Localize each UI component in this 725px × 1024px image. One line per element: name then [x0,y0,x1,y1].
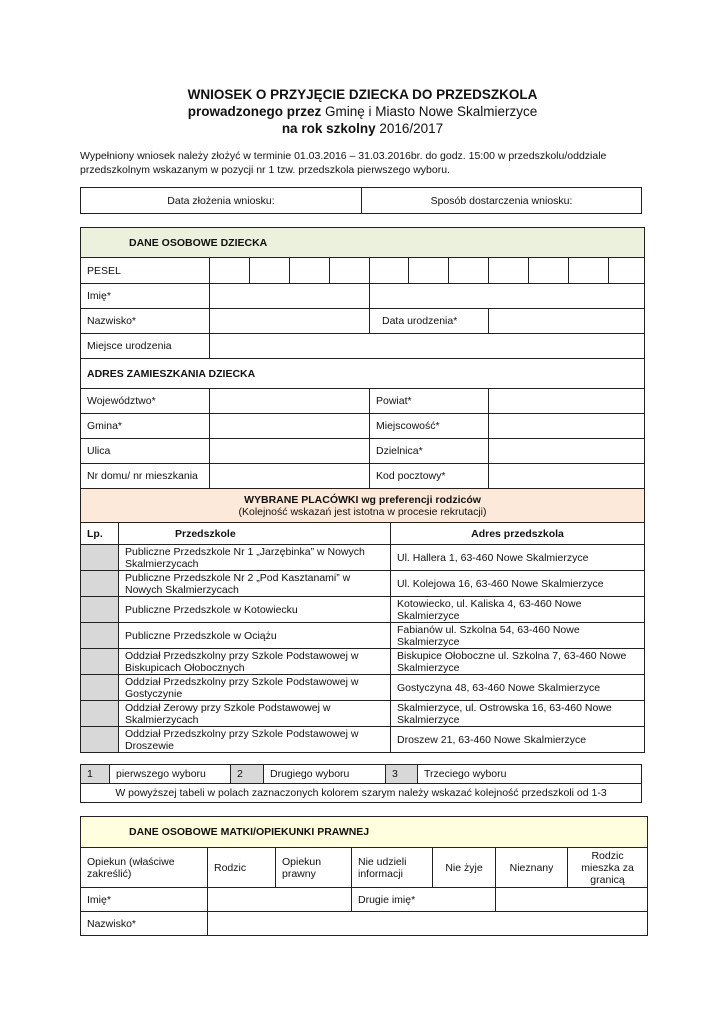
school-name: Oddział Zerowy przy Szkole Podstawowej w Skalmierzycach [119,701,391,727]
pesel-digit-11[interactable] [609,258,645,284]
commune-field[interactable] [210,414,370,439]
option-parent[interactable]: Rodzic [208,848,276,888]
mother-second-name-label: Drugie imię* [352,888,496,912]
option-legal-guardian[interactable]: Opiekun prawny [276,848,352,888]
child-data-table [80,227,645,489]
preferences-title: WYBRANE PLACÓWKI wg preferencji rodziców [244,493,481,506]
guardian-label: Opiekun (właściwe zakreślić) [81,848,208,888]
child-first-name-label: Imię* [81,284,210,309]
title-line1: WNIOSEK O PRZYJĘCIE DZIECKA DO PRZEDSZKOLA [187,87,538,102]
option-unknown[interactable]: Nieznany [496,848,568,888]
option-deceased[interactable]: Nie żyje [433,848,496,888]
commune-label: Gmina* [81,414,210,439]
preferences-table [80,488,645,753]
postal-code-field[interactable] [489,464,645,489]
child-first-name-field-2[interactable] [370,284,645,309]
col-school: Przedszkole [119,523,391,545]
child-first-name-field[interactable] [210,284,370,309]
voivodeship-field[interactable] [210,389,370,414]
school-name: Publiczne Przedszkole Nr 2 „Pod Kasztanami” w Nowych Skalmierzycach [119,571,391,597]
table-row [81,545,645,571]
postal-code-label: Kod pocztowy* [370,464,489,489]
pesel-digit-8[interactable] [489,258,529,284]
table-row [81,675,645,701]
address-section-title: ADRES ZAMIESZKANIA DZIECKA [81,359,645,389]
mother-second-name-field[interactable] [496,888,648,912]
order-cell-1[interactable] [81,545,119,571]
county-field[interactable] [489,389,645,414]
table-row [81,597,645,623]
birth-date-field[interactable] [489,309,645,334]
option-abroad[interactable]: Rodzic mieszka za granicą [568,848,648,888]
pesel-row [81,258,645,284]
pesel-digit-2[interactable] [250,258,290,284]
intro-text: Wypełniony wniosek należy złożyć w terminie 01.03.2016 – 31.03.2016br. do godz. 15:00 w przedszkolu/oddziale przedszkolnym wskazanym w pozycji nr 1 tzw. przedszkola pierwszego wyboru. [80,150,607,176]
pesel-digit-7[interactable] [449,258,489,284]
pesel-digit-5[interactable] [370,258,409,284]
subtitle-rest: Gminę i Miasto Nowe Skalmierzyce [324,104,538,119]
order-cell-4[interactable] [81,623,119,649]
school-year [0,120,725,137]
preferences-subtitle: (Kolejność wskazań jest istotna w procesie rekrutacji) [238,505,487,518]
table-row [81,571,645,597]
subtitle-bold: prowadzonego przez [187,104,325,119]
col-address: Adres przedszkola [391,523,645,545]
school-year-value: 2016/2017 [379,121,444,136]
county-label: Powiat* [370,389,489,414]
locality-label: Miejscowość* [370,414,489,439]
school-name: Publiczne Przedszkole w Ociążu [119,623,391,649]
house-no-field[interactable] [210,464,370,489]
street-label: Ulica [81,439,210,464]
col-lp: Lp. [81,523,119,545]
birth-place-label: Miejsce urodzenia [81,334,210,359]
submission-method-label[interactable]: Sposób dostarczenia wniosku: [362,188,642,214]
school-address: Skalmierzyce, ul. Ostrowska 16, 63-460 Nowe Skalmierzyce [391,701,645,727]
submission-table [80,187,642,214]
school-name: Oddział Przedszkolny przy Szkole Podstawowej w Biskupicach Ołobocznych [119,649,391,675]
child-section-title: DANE OSOBOWE DZIECKA [81,228,645,258]
school-address: Gostyczyna 48, 63-460 Nowe Skalmierzyce [391,675,645,701]
birth-place-field[interactable] [210,334,645,359]
legend-number-1: 1 [81,765,110,784]
mother-data-table [80,816,648,936]
house-no-label: Nr domu/ nr mieszkania [81,464,210,489]
table-row [81,623,645,649]
school-address: Ul. Hallera 1, 63-460 Nowe Skalmierzyce [391,545,645,571]
mother-section-title: DANE OSOBOWE MATKI/OPIEKUNKI PRAWNEJ [81,817,648,848]
order-cell-5[interactable] [81,649,119,675]
pesel-digit-10[interactable] [569,258,609,284]
school-address: Kotowiecko, ul. Kaliska 4, 63-460 Nowe Skalmierzyce [391,597,645,623]
pesel-digit-4[interactable] [330,258,370,284]
order-cell-8[interactable] [81,727,119,753]
order-cell-6[interactable] [81,675,119,701]
mother-last-name-field[interactable] [208,912,648,936]
school-address: Ul. Kolejowa 16, 63-460 Nowe Skalmierzyce [391,571,645,597]
form-title [0,86,725,103]
school-address: Biskupice Ołoboczne ul. Szkolna 7, 63-460 Nowe Skalmierzyce [391,649,645,675]
locality-field[interactable] [489,414,645,439]
pesel-digit-3[interactable] [290,258,330,284]
school-year-bold: na rok szkolny [281,121,380,136]
mother-first-name-label: Imię* [81,888,208,912]
school-address: Fabianów ul. Szkolna 54, 63-460 Nowe Skalmierzyce [391,623,645,649]
order-cell-3[interactable] [81,597,119,623]
submission-date-label[interactable]: Data złożenia wniosku: [81,188,362,214]
street-field[interactable] [210,439,370,464]
school-name: Publiczne Przedszkole Nr 1 „Jarzębinka” w Nowych Skalmierzycach [119,545,391,571]
birth-date-label: Data urodzenia* [370,309,489,334]
child-last-name-label: Nazwisko* [81,309,210,334]
table-row [81,727,645,753]
option-no-info[interactable]: Nie udzieli informacji [352,848,433,888]
table-row [81,649,645,675]
school-name: Publiczne Przedszkole w Kotowiecku [119,597,391,623]
table-row [81,701,645,727]
legend-label-3: Trzeciego wyboru [418,765,642,784]
legend-number-3: 3 [386,765,418,784]
legend-table [80,764,642,803]
order-cell-7[interactable] [81,701,119,727]
mother-last-name-label: Nazwisko* [81,912,208,936]
school-name: Oddział Przedszkolny przy Szkole Podstawowej w Gostyczynie [119,675,391,701]
voivodeship-label: Województwo* [81,389,210,414]
legend-note: W powyższej tabeli w polach zaznaczonych kolorem szarym należy wskazać kolejność przedszkoli od 1-3 [81,784,642,803]
legend-label-1: pierwszego wyboru [110,765,231,784]
district-field[interactable] [489,439,645,464]
order-cell-2[interactable] [81,571,119,597]
form-subtitle [0,103,725,120]
mother-first-name-field[interactable] [208,888,352,912]
pesel-digit-6[interactable] [409,258,449,284]
pesel-digit-9[interactable] [529,258,569,284]
school-name: Oddział Przedszkolny przy Szkole Podstawowej w Droszewie [119,727,391,753]
pesel-digit-1[interactable] [210,258,250,284]
district-label: Dzielnica* [370,439,489,464]
pesel-label: PESEL [81,258,210,284]
legend-number-2: 2 [231,765,264,784]
school-address: Droszew 21, 63-460 Nowe Skalmierzyce [391,727,645,753]
legend-label-2: Drugiego wyboru [264,765,386,784]
child-last-name-field[interactable] [210,309,370,334]
preferences-header [81,489,645,523]
